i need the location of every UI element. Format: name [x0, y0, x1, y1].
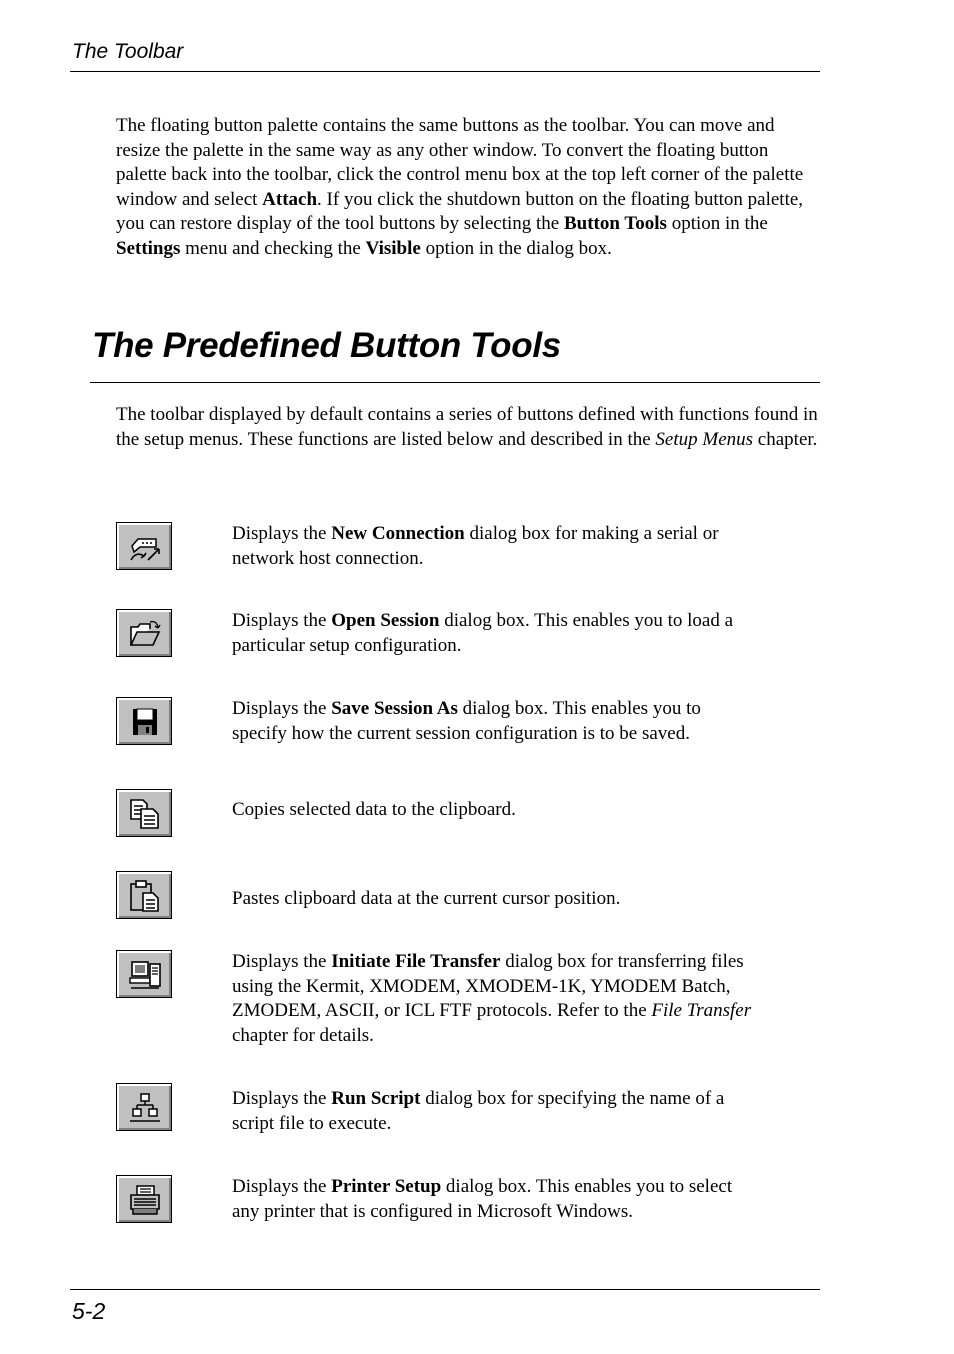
- save-session-button[interactable]: [116, 697, 172, 745]
- tool-description: [232, 950, 754, 1048]
- bold-term: Settings: [116, 237, 181, 259]
- tool-description: [232, 609, 754, 658]
- text-run: Displays the: [232, 951, 332, 972]
- text-run: option in the dialog box.: [420, 237, 612, 259]
- running-head: The Toolbar: [72, 40, 184, 63]
- printer-setup-button[interactable]: [116, 1175, 172, 1223]
- tool-description: [232, 798, 754, 823]
- text-run: Copies selected data to the clipboard.: [232, 799, 516, 820]
- text-run: chapter for details.: [232, 1024, 374, 1046]
- new-connection-icon: [128, 530, 162, 564]
- run-script-button[interactable]: [116, 1083, 172, 1131]
- bold-term: Visible: [365, 237, 421, 259]
- text-run: dialog box for specifying the name of a script file to execute.: [232, 1088, 725, 1134]
- text-run: chapter.: [753, 428, 818, 450]
- footer-rule: [70, 1289, 820, 1290]
- text-run: Displays the: [232, 1176, 332, 1197]
- bold-term: Run Script: [331, 1088, 421, 1109]
- tool-description: [232, 1175, 754, 1224]
- text-run: Pastes clipboard data at the current cursor position.: [232, 888, 621, 909]
- text-run: Displays the: [232, 698, 332, 719]
- printer-setup-icon: [128, 1183, 162, 1217]
- save-session-icon: [128, 705, 162, 739]
- text-run: dialog box for transferring files using the Kermit, XMODEM, XMODEM-1K, YMODEM Batch, ZMODEM, ASCII, or ICL FTF protocols. Refer to the: [232, 951, 744, 1021]
- text-run: The toolbar displayed by default contains a series of buttons defined with functions found in the setup menus. These functions are listed below and described in the: [116, 404, 818, 450]
- file-transfer-button[interactable]: [116, 950, 172, 998]
- file-transfer-icon: [128, 958, 162, 992]
- bold-term: New Connection: [331, 523, 465, 544]
- text-run: Displays the: [232, 523, 332, 544]
- paste-icon: [128, 879, 162, 913]
- bold-term: Save Session As: [331, 698, 458, 719]
- run-script-icon: [128, 1091, 162, 1125]
- text-run: dialog box. This enables you to load a particular setup configuration.: [232, 610, 734, 656]
- text-run: menu and checking the: [180, 237, 366, 259]
- text-run: Displays the: [232, 1088, 332, 1109]
- header-rule: [70, 71, 820, 72]
- copy-button[interactable]: [116, 789, 172, 837]
- text-run: dialog box. This enables you to specify how the current session configuration is to be saved.: [232, 698, 701, 744]
- text-run: The floating button palette contains the same buttons as the toolbar. You can move and resize the palette in the same way as any other window. To convert the floating button palette back into the toolbar, click the control menu box at the top left corner of the palette window and select: [116, 115, 804, 210]
- tool-description: [232, 522, 754, 571]
- text-run: dialog box. This enables you to select any printer that is configured in Microsoft Windows.: [232, 1176, 733, 1222]
- copy-icon: [128, 797, 162, 831]
- text-run: Displays the: [232, 610, 332, 631]
- intro-paragraph: [116, 114, 822, 261]
- text-run: option in the: [666, 213, 768, 234]
- bold-term: Open Session: [331, 610, 440, 631]
- text-run: dialog box for making a serial or network host connection.: [232, 523, 719, 569]
- tool-description: [232, 887, 754, 912]
- open-session-icon: [128, 617, 162, 651]
- section-rule: [90, 382, 820, 383]
- bold-term: Initiate File Transfer: [331, 951, 501, 972]
- tool-description: [232, 697, 754, 746]
- bold-term: Attach: [262, 188, 318, 210]
- text-run: . If you click the shutdown button on the floating button palette, you can restore display of the tool buttons by selecting the: [116, 188, 804, 234]
- tool-description: [232, 1087, 754, 1136]
- new-connection-button[interactable]: [116, 522, 172, 570]
- section-intro-paragraph: [116, 403, 822, 452]
- paste-button[interactable]: [116, 871, 172, 919]
- italic-term: File Transfer: [651, 1000, 752, 1021]
- bold-term: Button Tools: [563, 213, 667, 234]
- section-heading: The Predefined Button Tools: [92, 326, 561, 365]
- italic-term: Setup Menus: [655, 428, 754, 450]
- open-session-button[interactable]: [116, 609, 172, 657]
- page-number: 5-2: [72, 1298, 106, 1324]
- bold-term: Printer Setup: [331, 1176, 442, 1197]
